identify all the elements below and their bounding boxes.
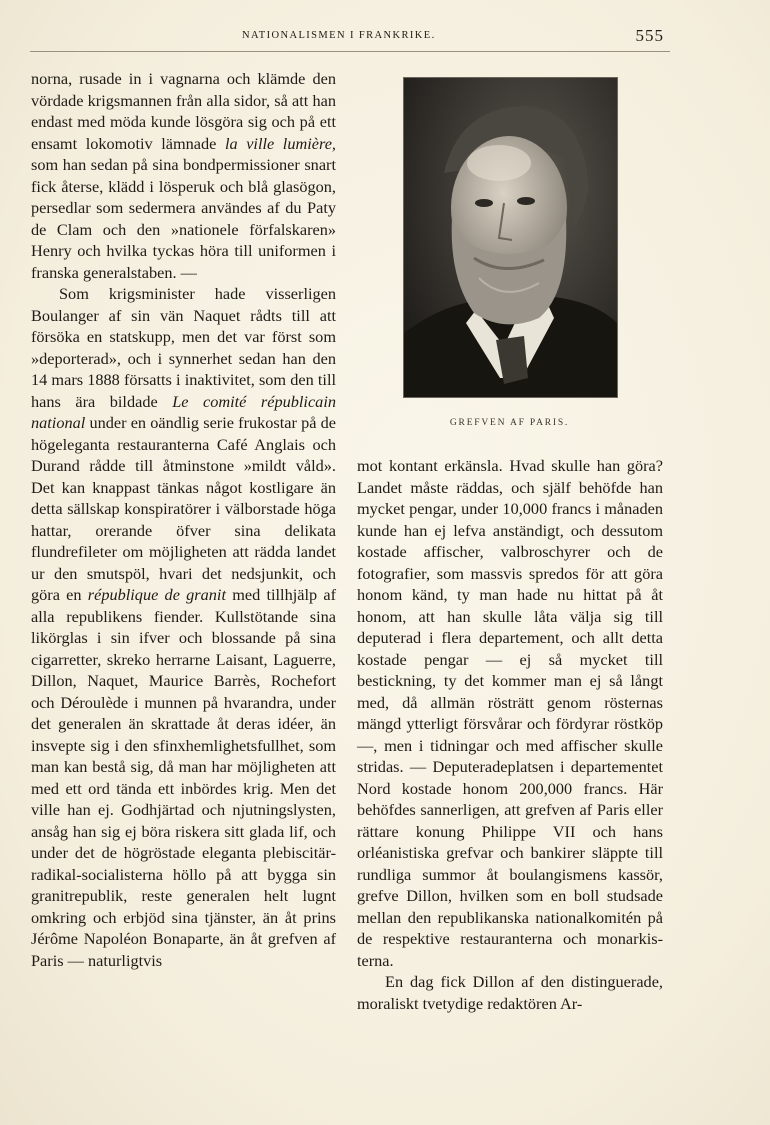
text-run: norna, rusade in i vagnarna och klämde den vördade krigsmannen från alla sidor, så att han endast med möda kunde lösgöra sig och på ett ensamt lokomotiv lämnade: [31, 69, 336, 153]
italic-phrase: la ville lumière,: [224, 133, 336, 153]
text-run: Som krigsminister hade visserligen Boulanger af sin vän Naquet rådts till att försöka en statskupp, men det var först som »deporterad», och i synnerhet sedan han den 14 mars 1888 försatts i inaktivitet, som den till hans ära bildade: [31, 284, 336, 411]
paragraph-continuation: mot kontant erkänsla. Hvad skulle han göra? Landet måste räddas, och själf behöfde han mycket pengar, under 10,000 francs i månaden kunde han ej lefva anständigt, och dessutom kostade affischer, valbroschyrer och de fotografier, som massvis spredos för att göra honom känd, ty man hade nu hittat på åt honom, att han skulle låta välja sig till deputerad i flera departement, och allt detta kostade pengar — ej så mycket till bestickning, ty det kommer man ej så långt med, då allmän rösträtt genom rösternas mängd ytterligt försvårar och fördyrar röstköp —, men i tidningar och med affischer skulle stridas. — Deputeradeplatsen i departementet Nord kostade honom 200,000 francs. Här behöfdes sannerligen, att grefven af Paris eller rättare konung Philippe VII och hans orléanistiska grefvar och bankirer släppte till rundliga summor åt boulangismens kassör, grefve Dillon, hvilken som en boll studsade mellan den republikanska nationalkomitén på de respektive restauranterna och monarkisterna.: [357, 456, 663, 970]
portrait-photograph: [403, 77, 618, 398]
text-run: med tillhjälp af alla republikens fiender. Kullstötande sina likörglas i sin ifver och blossande på sina cigarretter, skreko herrarne Laisant, Laguerre, Dillon, Naquet, Maurice Barrès, Rochefort och Déroulède i munnen på hvarandra, under det generalen än skrattade åt deras idéer, än insvepte sig i den sfinxhemlighetsfullhet, som man kan bestå sig, då man har möjligheten att med ett ord tända ett inbördes krig. Men det ville han ej. Godhjärtad och njutningslysten, ansåg han sig ej böra riskera sitt glada lif, och under det de högröstade eleganta plebiscitär-radikal-socialisterna höllo på att bygga sin granitrepublik, reste generalen helt lugnt omkring och erbjöd sina tjänster, än åt prins Jérôme Napoléon Bonaparte, än åt grefven af Paris — naturligtvis: [31, 585, 337, 970]
paragraph: En dag fick Dillon af den distinguerade, moraliskt tvetydige redaktören Ar-: [357, 972, 663, 1013]
italic-phrase: république de granit: [87, 585, 226, 604]
right-column: [357, 455, 663, 1014]
figure-caption: GREFVEN AF PARIS.: [449, 418, 570, 428]
text-run: som han sedan på sina bondpermissioner snart fick återse, klädd i lösperuk och blå glasögon, persedlar som sedermera användes af du Paty de Clam och den »nationele förfalskaren» Henry och hvilka tyckas höra till uniformen i franska generalstaben. —: [31, 155, 336, 282]
paragraph: [31, 283, 336, 971]
italic-phrase: Le comité républicain national: [31, 391, 336, 432]
page-number: 555: [635, 26, 664, 45]
page-header: [30, 26, 670, 52]
portrait-icon: [404, 78, 617, 397]
left-column: [31, 68, 336, 971]
text-run: under en oändlig serie frukostar på de högeleganta restauranterna Café Anglais och Durand rådde till åtminstone »mildt våld». Det kan knappast tänkas något kostligare än detta sällskap konspiratörer i välborstade höga hattar, orerande öfver sina delikata flundrefileter om möjligheten att rädda landet ur den smutspöl, hvari det nedsjunkit, och göra en: [31, 413, 336, 604]
running-title: NATIONALISMEN I FRANKRIKE.: [242, 30, 436, 41]
paragraph-continuation: [31, 68, 336, 283]
header-rule: [30, 51, 670, 52]
